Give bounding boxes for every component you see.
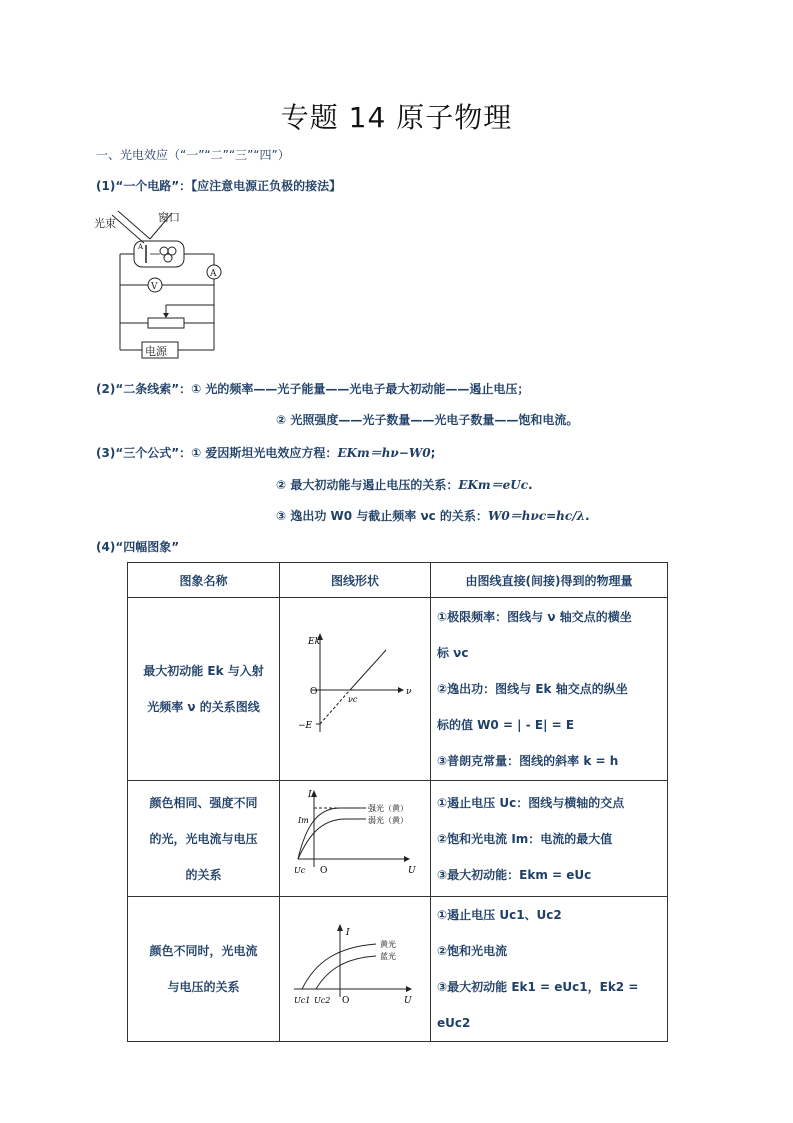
part1-heading [96,177,341,194]
formula2-prefix: ② 最大初动能与遏止电压的关系： [276,478,459,492]
table-row [128,897,668,1042]
g2-origin: O [320,866,328,876]
part2-label: (2)“二条线索”： [96,382,192,396]
source-label: 电源 [145,345,167,358]
graph-current-vs-voltage-color [280,913,430,1021]
header-name: 图象名称 [128,563,280,598]
g3-origin: O [342,996,350,1006]
row2-name-line: 的光，光电流与电压 [149,831,258,846]
graphs-table [127,562,668,1042]
row1-name-line: 光频率 ν 的关系图线 [147,700,260,714]
row2-name-line: 的关系 [185,867,222,882]
g3-y-label: I [346,928,350,938]
row3-name [128,897,280,1042]
part3-formula1 [96,444,435,461]
g2-y-label: I [308,790,312,800]
row1-graph-cell [280,598,431,781]
part2-clue1: ① 光的频率——光子能量——光电子最大初动能——遏止电压； [191,382,530,396]
row3-q: ②饱和光电流 [437,944,508,958]
row3-q: ③最大初动能 Ek1 = eUc1，Ek2 = eUc2 [437,980,639,1030]
row1-q: ①极限频率：图线与 ν 轴交点的横坐 [437,610,632,624]
row3-quantities [431,897,668,1042]
g1-origin: O [310,687,318,697]
formula3-end: . [585,509,590,523]
g3-uc2: Uc2 [314,996,331,1005]
row1-name [128,598,280,781]
voltmeter-label: V [151,282,158,292]
row1-q: ③普朗克常量：图线的斜率 k = h [437,754,619,768]
row3-name-line: 颜色不同时，光电流 [149,944,258,958]
row2-q: ③最大初动能：Ekm = eUc [437,867,592,882]
graph-ek-vs-frequency [280,598,430,776]
part2-clue2: ② 光照强度——光子数量——光电子数量——饱和电流。 [276,413,579,427]
part1-note: 【应注意电源正负极的接法】 [191,179,342,193]
g1-x-label: ν [406,687,412,697]
g1-intercept-y: −E [298,721,313,731]
part3-formula3 [276,507,590,524]
table-row [128,781,668,897]
row2-name [128,781,280,897]
g3-curve-blue: 蓝光 [380,952,396,961]
formula1-prefix: ① 爱因斯坦光电效应方程： [191,446,338,460]
row3-graph-cell [280,897,431,1042]
part4-heading: (4)“四幅图象” [96,540,180,554]
section-heading: 一、光电效应（“一”“二”“三”“四”） [96,148,290,162]
g2-curve-strong: 强光（黄） [368,804,408,813]
formula3: W0＝hνc=hc/λ [487,509,586,523]
row1-quantities [431,598,668,781]
photoelectric-circuit-diagram [92,205,232,360]
g2-im: Im [298,816,309,825]
part2-line1 [96,380,529,397]
part1-label: (1)“一个电路”： [96,179,192,193]
formula1: EKm＝hν−W0 [337,446,431,460]
header-quantity: 由图线直接(间接)得到的物理量 [431,563,668,598]
g1-y-label: Ek [308,637,321,647]
row2-name-line: 颜色相同、强度不同 [149,795,258,810]
formula2: EKm＝eUc [458,478,529,492]
row1-q: 标 νc [437,646,469,660]
g2-uc: Uc [294,866,306,875]
row2-q: ②饱和光电流 Im：电流的最大值 [437,831,613,846]
row1-q: ②逸出功：图线与 Ek 轴交点的纵坐 [437,682,628,696]
label-beam: 光束 [94,217,116,230]
g3-curve-yellow: 黄光 [380,940,396,949]
row2-q: ①遏止电压 Uc：图线与横轴的交点 [437,795,625,810]
row1-q: 标的值 W0 = | - E| = E [437,718,575,732]
ammeter-label: A [210,269,217,279]
page-title: 专题 14 原子物理 [280,101,513,134]
g2-x-label: U [408,866,416,876]
row3-name-line: 与电压的关系 [167,980,240,994]
part3-label: (3)“三个公式”： [96,446,192,460]
graph-current-vs-voltage-intensity [280,781,430,892]
table-header-row [128,563,668,598]
formula1-end: ; [430,446,436,460]
label-anode: A [138,243,144,251]
row1-name-line: 最大初动能 Ek 与入射 [143,664,264,678]
part3-formula2 [276,476,533,493]
row3-q: ①遏止电压 Uc1、Uc2 [437,908,562,922]
g2-curve-weak: 弱光（黄） [368,816,408,825]
row2-quantities [431,781,668,897]
g3-uc1: Uc1 [294,996,311,1005]
header-shape: 图线形状 [280,563,431,598]
g1-intercept-x: νc [348,695,358,704]
label-window: 窗口 [158,211,180,224]
g3-x-label: U [404,996,412,1006]
row2-graph-cell [280,781,431,897]
table-row [128,598,668,781]
formula3-prefix: ③ 逸出功 W0 与截止频率 νc 的关系： [276,509,488,523]
formula2-end: . [528,478,533,492]
